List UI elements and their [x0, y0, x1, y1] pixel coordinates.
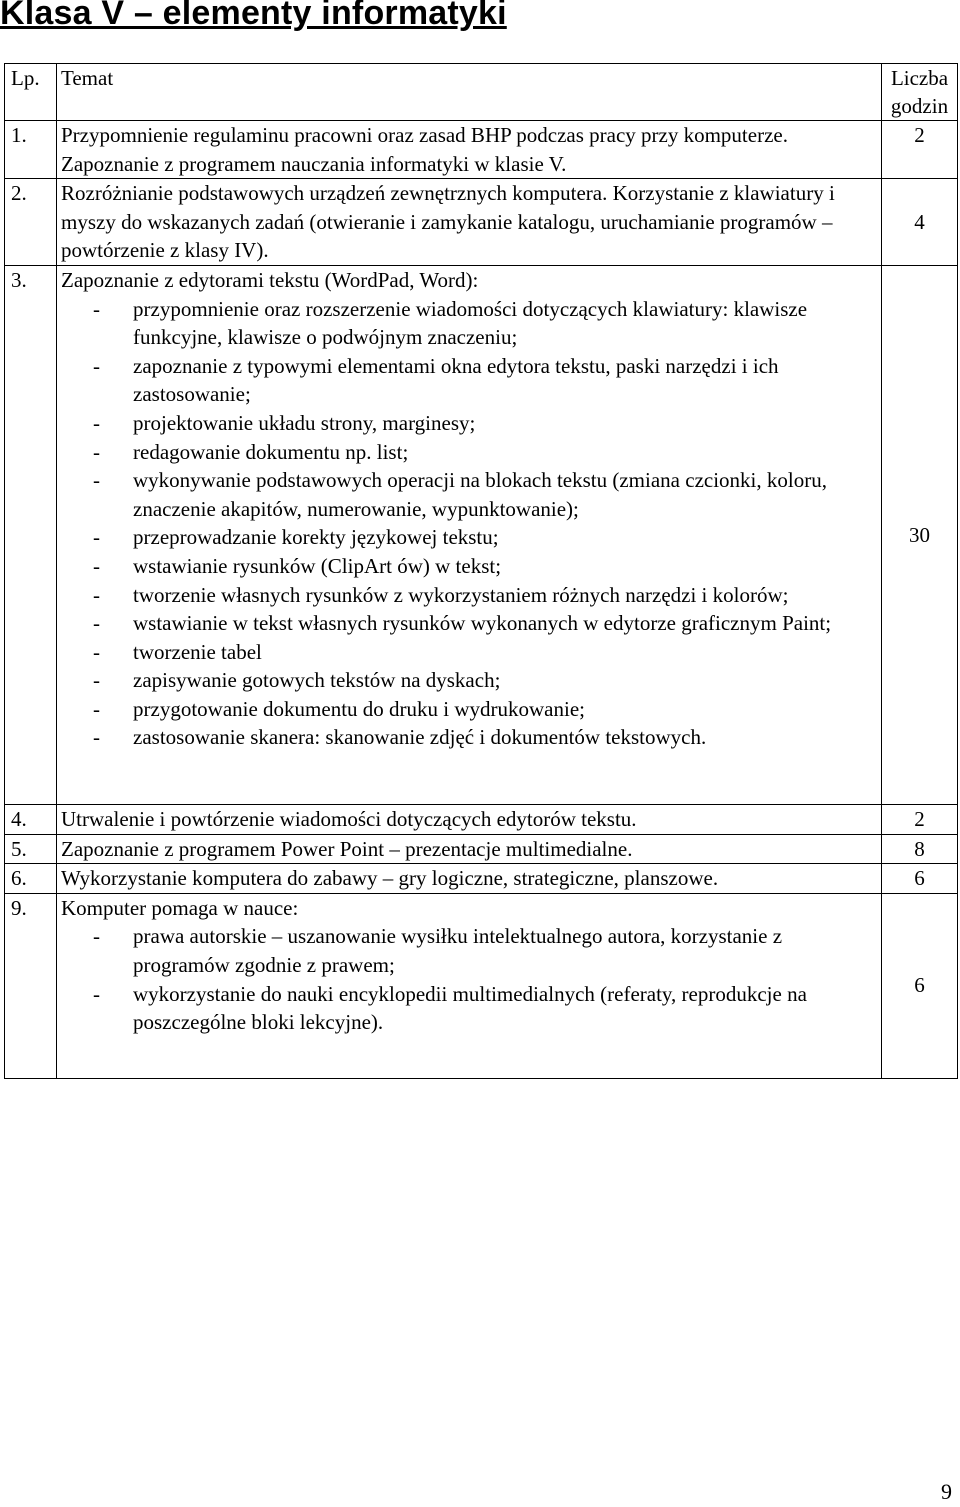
list-item-text: zapisywanie gotowych tekstów na dyskach; [133, 668, 501, 693]
list-item-text: zapoznanie z typowymi elementami okna edytora tekstu, paski narzędzi i ich zastosowanie; [133, 353, 779, 407]
list-item [61, 695, 879, 724]
dash-marker: - [93, 353, 100, 378]
header-hours: Liczba godzin [882, 64, 958, 121]
list-item [61, 552, 879, 581]
dash-marker: - [93, 639, 100, 664]
list-item-text: przeprowadzanie korekty językowej tekstu; [133, 525, 499, 550]
list-item-text: zastosowanie skanera: skanowanie zdjęć i dokumentów tekstowych. [133, 725, 707, 750]
list-item-text: tworzenie własnych rysunków z wykorzystaniem różnych narzędzi i kolorów; [133, 582, 789, 607]
list-item-text: wykonywanie podstawowych operacji na blokach tekstu (zmiana czcionki, koloru, znaczenie akapitów, numerowanie, wypunktowanie); [133, 468, 827, 521]
row-number: 5. [5, 834, 57, 864]
list-item-text: tworzenie tabel [133, 639, 262, 664]
table-row [5, 804, 958, 834]
list-item-text: redagowanie dokumentu np. list; [133, 439, 409, 464]
list-item [61, 980, 879, 1037]
row-topic-block [57, 265, 882, 804]
list-item [61, 438, 879, 467]
row-topic: Przypomnienie regulaminu pracowni oraz zasad BHP podczas pracy przy komputerze. Zapoznanie z programem nauczania informatyki w klasie V. [57, 121, 882, 179]
row-topic-block [57, 893, 882, 1078]
row-number: 2. [5, 179, 57, 266]
list-item-text: wykorzystanie do nauki encyklopedii multimedialnych (referaty, reprodukcje na poszczególne bloki lekcyjne). [133, 981, 807, 1035]
row-hours: 6 [882, 893, 958, 1078]
row-hours: 2 [882, 804, 958, 834]
row-number: 6. [5, 864, 57, 894]
table-row [5, 864, 958, 894]
table-row [5, 834, 958, 864]
row-topic: Zapoznanie z programem Power Point – prezentacje multimedialne. [57, 834, 882, 864]
list-item [61, 922, 879, 979]
row-hours: 2 [882, 121, 958, 179]
list-item [61, 295, 879, 352]
row-topic: Rozróżnianie podstawowych urządzeń zewnętrznych komputera. Korzystanie z klawiatury i myszy do wskazanych zadań (otwieranie i zamykanie katalogu, uruchamianie programów – powtórzenie z klasy IV). [57, 179, 882, 266]
list-item [61, 466, 879, 523]
row-topic: Utrwalenie i powtórzenie wiadomości dotyczących edytorów tekstu. [57, 804, 882, 834]
list-item-text: przygotowanie dokumentu do druku i wydrukowanie; [133, 696, 585, 721]
list-item-text: wstawianie w tekst własnych rysunków wykonanych w edytorze graficznym Paint; [133, 611, 832, 636]
dash-marker: - [93, 924, 100, 949]
row-number: 4. [5, 804, 57, 834]
row-number: 3. [5, 265, 57, 804]
list-item [61, 409, 879, 438]
row-topic: Zapoznanie z edytorami tekstu (WordPad, Word): [61, 267, 479, 292]
dash-marker: - [93, 696, 100, 721]
page-title: Klasa V – elementy informatyki [0, 0, 507, 32]
dash-marker: - [93, 668, 100, 693]
list-item-text: przypomnienie oraz rozszerzenie wiadomości dotyczących klawiatury: klawisze funkcyjne, klawisze o podwójnym znaczeniu; [133, 296, 808, 350]
dash-marker: - [93, 611, 100, 636]
page-number: 9 [941, 1479, 952, 1504]
list-item-text: prawa autorskie – uszanowanie wysiłku intelektualnego autora, korzystanie z programów zgodnie z prawem; [133, 924, 783, 977]
list-item-text: wstawianie rysunków (ClipArt ów) w tekst; [133, 553, 502, 578]
row-hours: 6 [882, 864, 958, 894]
row-hours: 8 [882, 834, 958, 864]
header-lp: Lp. [5, 64, 57, 121]
list-item [61, 666, 879, 695]
table-header-row [5, 64, 958, 121]
list-item-text: projektowanie układu strony, marginesy; [133, 410, 476, 435]
dash-marker: - [93, 296, 100, 321]
dash-marker: - [93, 525, 100, 550]
row-hours: 30 [882, 265, 958, 804]
dash-marker: - [93, 725, 100, 750]
row-topic: Komputer pomaga w nauce: [61, 895, 299, 920]
dash-marker: - [93, 981, 100, 1006]
list-item [61, 352, 879, 409]
row-topic: Wykorzystanie komputera do zabawy – gry logiczne, strategiczne, planszowe. [57, 864, 882, 894]
dash-marker: - [93, 439, 100, 464]
row-number: 1. [5, 121, 57, 179]
row-hours: 4 [882, 179, 958, 266]
table-row [5, 265, 958, 804]
dash-marker: - [93, 410, 100, 435]
row-number: 9. [5, 893, 57, 1078]
list-item [61, 523, 879, 552]
list-item [61, 638, 879, 667]
table-row [5, 179, 958, 266]
list-item [61, 581, 879, 610]
dash-marker: - [93, 553, 100, 578]
curriculum-table [4, 63, 958, 1079]
list-item [61, 723, 879, 752]
table-row [5, 121, 958, 179]
dash-marker: - [93, 582, 100, 607]
list-item [61, 609, 879, 638]
table-row [5, 893, 958, 1078]
header-temat: Temat [57, 64, 882, 121]
dash-marker: - [93, 468, 100, 493]
